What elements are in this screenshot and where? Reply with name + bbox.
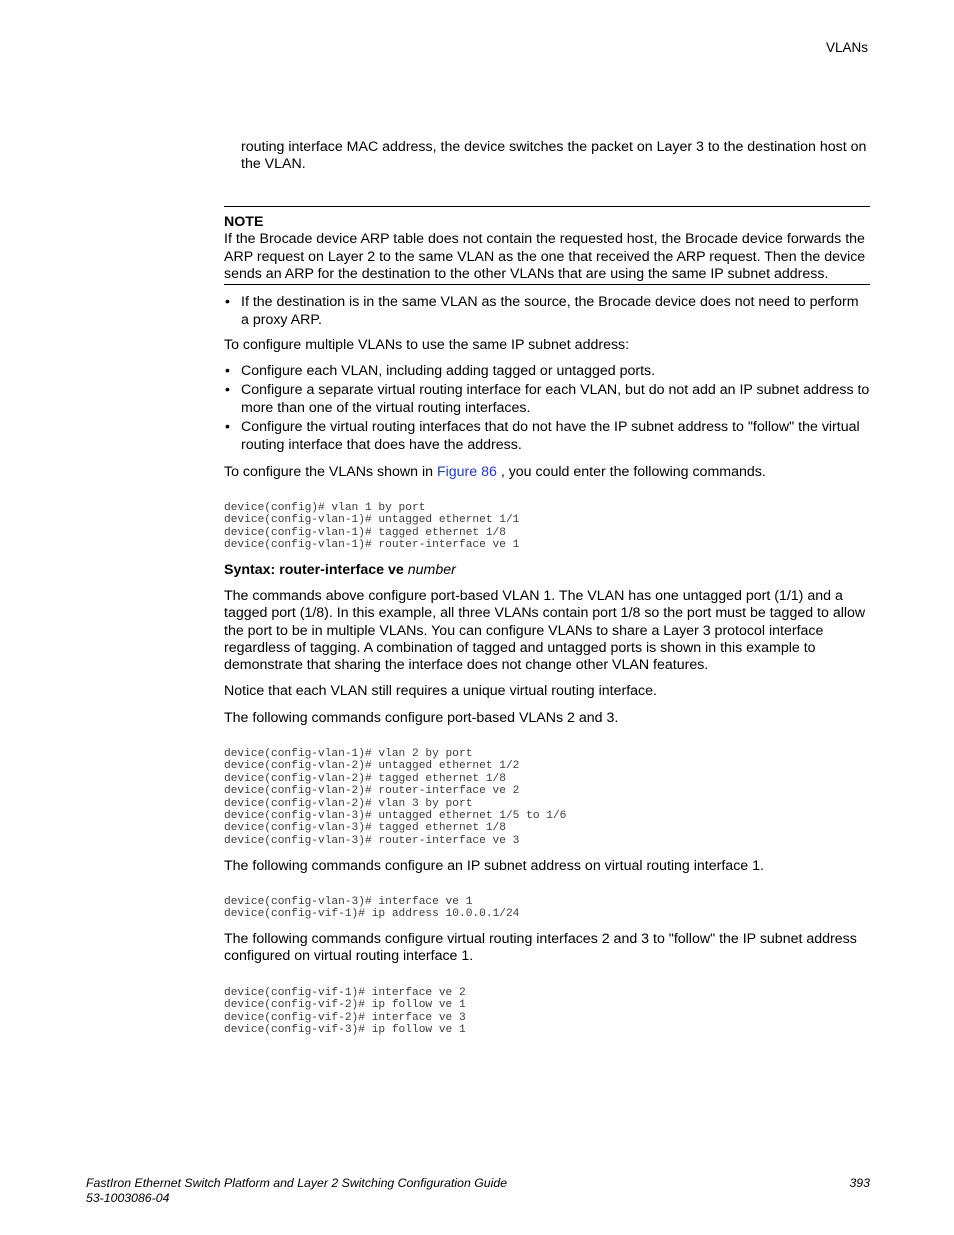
paragraph: The following commands configure virtual routing interfaces 2 and 3 to "follow" the IP subnet address configured on virtual routing interface 1. xyxy=(224,931,857,965)
bullet-list-proxy xyxy=(224,294,870,331)
note-text: If the Brocade device ARP table does not contain the requested host, the Brocade device forwards the ARP request on Layer 2 to the same VLAN as the one that received the ARP request. Then the device sends an ARP for the destination to the other VLANs that are using the same IP subnet address. xyxy=(224,231,866,282)
code-block-follow: device(config-vif-1)# interface ve 2 device(config-vif-2)# ip follow ve 1 device(config-vif-2)# interface ve 3 device(config-vif-3)# ip follow ve 1 xyxy=(224,987,466,1037)
footer-title: FastIron Ethernet Switch Platform and Layer 2 Switching Configuration Guide xyxy=(86,1176,508,1190)
note-bottom-rule xyxy=(224,284,870,285)
code-block-vlan1: device(config)# vlan 1 by port device(config-vlan-1)# untagged ethernet 1/1 device(config-vlan-1)# tagged ethernet 1/8 device(config-vlan-1)# router-interface ve 1 xyxy=(224,502,520,552)
note-heading: NOTE xyxy=(224,214,264,230)
bullet-icon: • xyxy=(225,382,230,399)
paragraph: The commands above configure port-based VLAN 1. The VLAN has one untagged port (1/1) and a tagged port (1/8). In this example, all three VLANs contain port 1/8 so the port must be tagged to allow the port to be in multiple VLANs. You can configure VLANs to share a Layer 3 protocol interface regardless of tagging. A combination of tagged and untagged ports is shown in this example to demonstrate that sharing the interface does not change other VLAN features. xyxy=(224,588,866,674)
list-item: • Configure a separate virtual routing interface for each VLAN, but do not add an IP subnet address to more than one of the virtual routing interfaces. xyxy=(225,382,870,416)
list-item: • Configure the virtual routing interfaces that do not have the IP subnet address to "follow" the virtual routing interface that does have the address. xyxy=(225,418,860,453)
paragraph: The following commands configure port-based VLANs 2 and 3. xyxy=(224,710,619,726)
running-header: VLANs xyxy=(825,40,868,55)
paragraph-figure-ref: To configure the VLANs shown in Figure 86 , you could enter the following commands. xyxy=(224,464,766,480)
page-number: 393 xyxy=(849,1176,870,1190)
paragraph: To configure multiple VLANs to use the same IP subnet address: xyxy=(224,337,630,353)
bullet-icon: • xyxy=(225,418,230,435)
code-block-vlan2-3: device(config-vlan-1)# vlan 2 by port device(config-vlan-2)# untagged ethernet 1/2 device(config-vlan-2)# tagged ethernet 1/8 device(config-vlan-2)# router-interface ve 2 device(config-vlan-2)# vlan 3 by port device(config-vlan-3)# untagged ethernet 1/5 to 1/6 device(config-vlan-3)# tagged ethernet 1/8 device(config-vlan-3)# router-interface ve 3 xyxy=(224,748,567,847)
bullet-icon: • xyxy=(225,294,230,310)
footer-doc-id: 53-1003086-04 xyxy=(86,1191,170,1205)
list-item: • Configure each VLAN, including adding tagged or untagged ports. xyxy=(225,363,656,379)
paragraph: Notice that each VLAN still requires a unique virtual routing interface. xyxy=(224,683,657,699)
figure-link[interactable]: Figure 86 xyxy=(436,464,497,480)
code-block-ve1: device(config-vlan-3)# interface ve 1 device(config-vif-1)# ip address 10.0.0.1/24 xyxy=(224,896,520,921)
bullet-list-steps xyxy=(224,363,870,456)
paragraph: The following commands configure an IP subnet address on virtual routing interface 1. xyxy=(224,858,764,874)
note-block xyxy=(224,214,870,283)
syntax-line: Syntax: router-interface ve number xyxy=(224,562,456,578)
intro-continuation: routing interface MAC address, the device switches the packet on Layer 3 to the destination host on the VLAN. xyxy=(241,139,867,173)
list-item: • If the destination is in the same VLAN as the source, the Brocade device does not need to perform a proxy ARP. xyxy=(225,294,859,328)
bullet-icon: • xyxy=(225,363,230,379)
note-top-rule xyxy=(224,206,870,207)
